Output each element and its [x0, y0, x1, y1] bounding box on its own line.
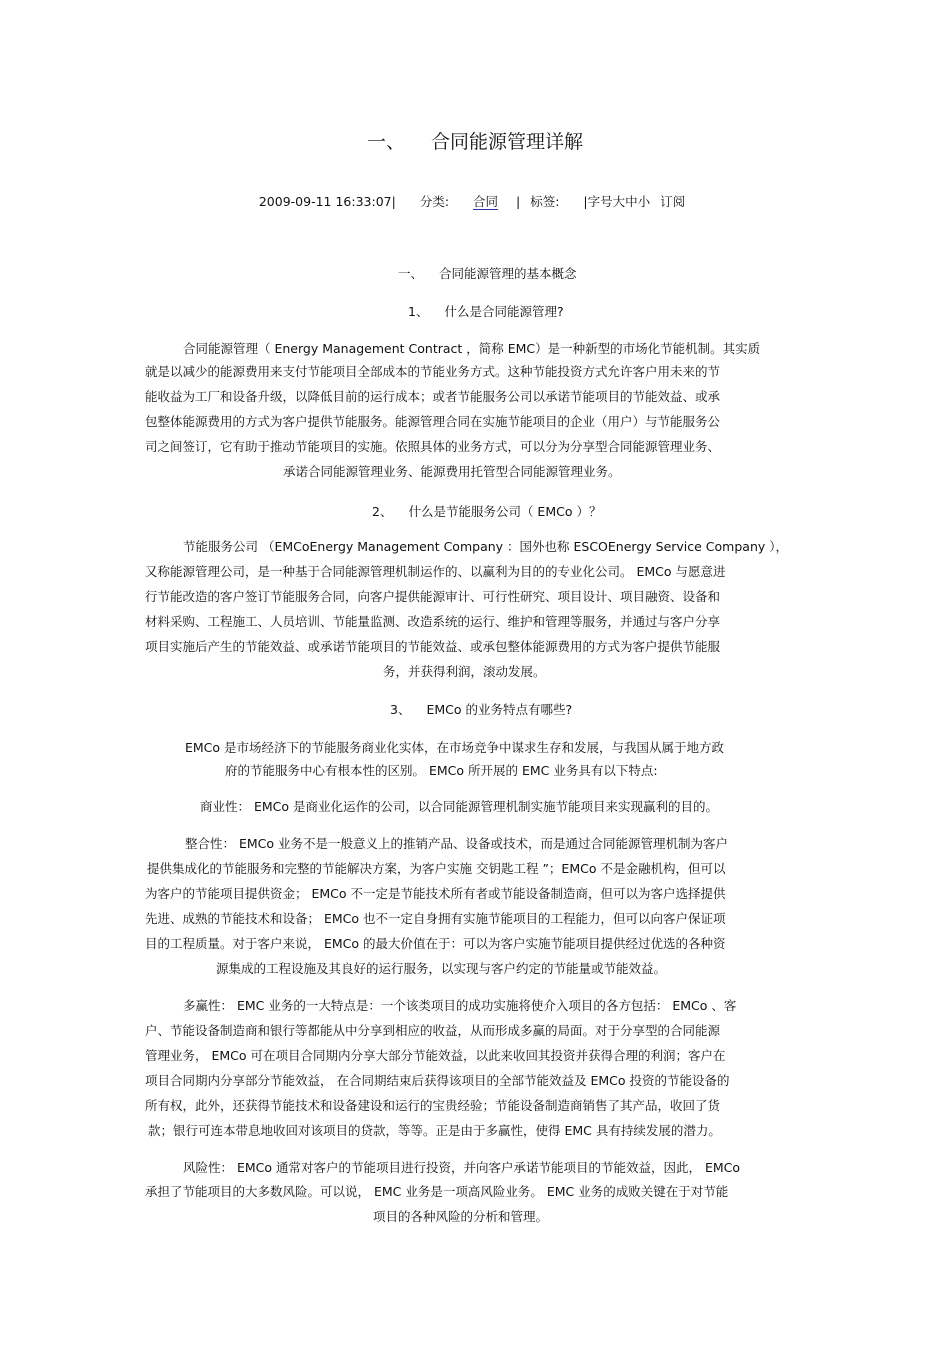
p5-line: 源集成的工程设施及其良好的运行服务，以实现与客户约定的节能量或节能效益。 [216, 961, 667, 976]
p2-line: 又称能源管理公司，是一种基于合同能源管理机制运作的、以赢利为目的的专业化公司。 EMCo 与愿意进 [145, 564, 726, 579]
question-3-heading [390, 702, 572, 718]
p6-line: 多赢性： EMC 业务的一大特点是：一个该类项目的成功实施将使介入项目的各方包括： EMCo 、客 [183, 998, 737, 1013]
p1-line: 能收益为工厂和设备升级，以降低目前的运行成本；或者节能服务公司以承诺节能项目的节能效益、或承 [145, 389, 721, 404]
section-number: 一、 [398, 266, 424, 281]
p2-line: 节能服务公司 （EMCoEnergy Management Company ：国外也称 ESCOEnergy Service Company ）， [183, 539, 788, 554]
question-title: 什么是节能服务公司（ EMCo ）？ [408, 504, 602, 519]
p5-line: 先进、成熟的节能技术和设备； EMCo 也不一定自身拥有实施节能项目的工程能力，但可以向客户保证项 [145, 911, 726, 926]
p5-line: 为客户的节能项目提供资金； EMCo 不一定是节能技术所有者或节能设备制造商，但可以为客户选择提供 [145, 886, 726, 901]
meta-separator: | [516, 194, 521, 209]
p6-line: 款；银行可连本带息地收回对该项目的贷款，等等。正是由于多赢性，使得 EMC 具有持续发展的潜力。 [148, 1123, 721, 1138]
p1-line: 就是以减少的能源费用来支付节能项目全部成本的节能业务方式。这种节能投资方式允许客户用未来的节 [145, 364, 721, 379]
p2-line: 行节能改造的客户签订节能服务合同，向客户提供能源审计、可行性研究、项目设计、项目融资、设备和 [145, 589, 721, 604]
p1-line: 包整体能源费用的方式为客户提供节能服务。能源管理合同在实施节能项目的企业（用户）与节能服务公 [145, 414, 721, 429]
p7-line: 承担了节能项目的大多数风险。可以说， EMC 业务是一项高风险业务。 EMC 业务的成败关键在于对节能 [145, 1184, 729, 1199]
question-number: 2、 [372, 504, 393, 519]
question-number: 3、 [390, 702, 411, 717]
p6-line: 户、节能设备制造商和银行等都能从中分享到相应的收益，从而形成多赢的局面。对于分享型的合同能源 [145, 1023, 721, 1038]
p1-line: 合同能源管理（ Energy Management Contract ，简称 EMC）是一种新型的市场化节能机制。其实质 [183, 341, 761, 356]
p3-line: EMCo 是市场经济下的节能服务商业化实体，在市场竞争中谋求生存和发展，与我国从属于地方政 [185, 740, 725, 755]
subscribe-link[interactable]: 订阅 [660, 194, 686, 209]
p2-line: 材料采购、工程施工、人员培训、节能量监测、改造系统的运行、维护和管理等服务，并通过与客户分享 [145, 614, 721, 629]
p6-line: 项目合同期内分享部分节能效益， 在合同期结束后获得该项目的全部节能效益及 EMCo 投资的节能设备的 [145, 1073, 730, 1088]
tag-label: 标签: [530, 194, 560, 209]
post-meta [0, 194, 950, 210]
question-1-heading [408, 304, 564, 320]
p3-line: 府的节能服务中心有根本性的区别。 EMCo 所开展的 EMC 业务具有以下特点: [225, 763, 658, 778]
page-title [0, 130, 950, 154]
category-link[interactable]: 合同 [473, 194, 499, 209]
p7-line: 风险性： EMCo 通常对客户的节能项目进行投资，并向客户承诺节能项目的节能效益，因此， EMCo [183, 1160, 741, 1175]
p5-line: 目的工程质量。对于客户来说， EMCo 的最大价值在于：可以为客户实施节能项目提供经过优选的各种资 [145, 936, 726, 951]
question-title: EMCo 的业务特点有哪些? [426, 702, 573, 717]
p5-line: 整合性： EMCo 业务不是一般意义上的推销产品、设备或技术，而是通过合同能源管理机制为客户 [185, 836, 729, 851]
title-number: 一、 [366, 131, 405, 153]
post-datetime: 2009-09-11 16:33:07| [258, 194, 396, 209]
title-text: 合同能源管理详解 [431, 131, 584, 153]
question-number: 1、 [408, 304, 429, 319]
font-size-switch[interactable]: |字号大中小 [583, 194, 651, 209]
p1-line: 司之间签订，它有助于推动节能项目的实施。依照具体的业务方式，可以分为分享型合同能源管理业务、 [145, 439, 721, 454]
section-title: 合同能源管理的基本概念 [439, 266, 577, 281]
p5-line: 提供集成化的节能服务和完整的节能解决方案，为客户实施 交钥匙工程 ”；EMCo 不是金融机构，但可以 [147, 861, 726, 876]
p6-line: 管理业务， EMCo 可在项目合同期内分享大部分节能效益，以此来收回其投资并获得合理的利润；客户在 [145, 1048, 726, 1063]
p2-line: 务，并获得利润，滚动发展。 [383, 664, 546, 679]
question-2-heading [372, 504, 601, 520]
p2-line: 项目实施后产生的节能效益、或承诺节能项目的节能效益、或承包整体能源费用的方式为客户提供节能服 [145, 639, 721, 654]
p7-line: 项目的各种风险的分析和管理。 [373, 1209, 549, 1224]
p6-line: 所有权，此外，还获得节能技术和设备建设和运行的宝贵经验；节能设备制造商销售了其产品，收回了货 [145, 1098, 721, 1113]
p4-line: 商业性： EMCo 是商业化运作的公司，以合同能源管理机制实施节能项目来实现赢利的目的。 [200, 799, 719, 814]
p1-line: 承诺合同能源管理业务、能源费用托管型合同能源管理业务。 [283, 464, 621, 479]
category-label: 分类: [419, 194, 450, 209]
question-title: 什么是合同能源管理? [444, 304, 564, 319]
section-heading [398, 266, 577, 282]
